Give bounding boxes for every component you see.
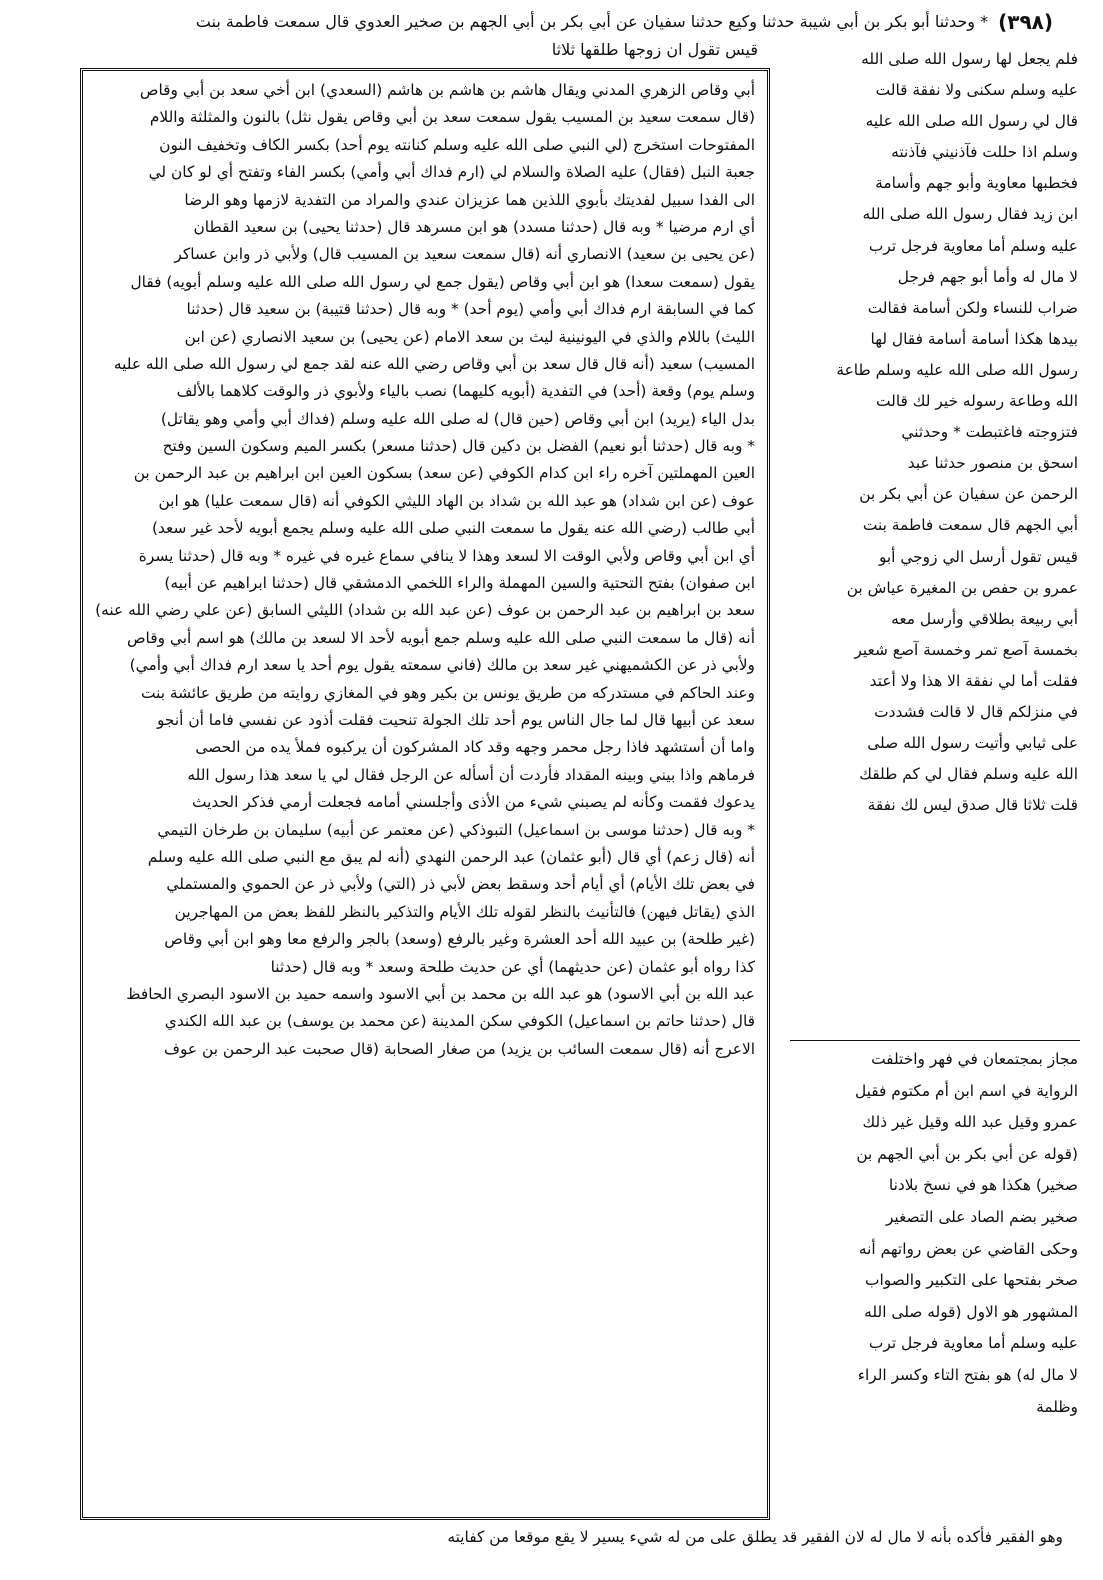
hadith-column: [782, 44, 1078, 1040]
hadith-line: في منزلكم قال لا قالت فشددت: [874, 702, 1078, 721]
commentary-line: الذي (يقاتل فيهن) فالتأنيث بالنظر لقوله تلك الأيام والتذكير بالنظر للفظ بعض من المهاجرين: [174, 902, 755, 921]
commentary-line: في بعض تلك الأيام) أي أيام أحد وسقط بعض لأبي ذر (التي) ولأبي ذر عن الحموي والمستملي: [166, 875, 755, 894]
page-header: [40, 6, 1063, 38]
hadith-line: أبي ربيعة بطلاقي وأرسل معه: [891, 609, 1078, 628]
commentary-line: جعبة النبل (فقال) عليه الصلاة والسلام لي (ارم فداك أبي وأمي) بكسر الفاء وتفتح أي لو كان لي: [148, 163, 755, 182]
commentary-line: وعند الحاكم في مستدركه من طريق يونس بن بكير وهو في المغازي روايته من طريق عائشة بنت: [140, 683, 755, 702]
commentary-line: فرماهم واذا بيني وبينه المقداد فأردت أن أسأله عن الرجل فقال لي يا سعد هذا رسول الله: [187, 765, 755, 784]
hadith-line: فقلت أما لي نفقة الا هذا ولا أعتد: [869, 671, 1078, 690]
commentary-line: * وبه قال (حدثنا أبو نعيم) الفضل بن دكين قال (حدثنا مسعر) بكسر الميم وسكون السين وفتح: [162, 437, 755, 456]
note-line: المشهور هو الاول (قوله صلى الله: [864, 1302, 1078, 1321]
commentary-line: أنه (قال زعم) أي قال (أبو عثمان) عبد الرحمن النهدي (أنه لم يبق مع النبي صلى الله عليه وسلم: [147, 847, 755, 866]
commentary-line: أبي وقاص الزهري المدني ويقال هاشم بن هاشم بن هاشم (السعدي) ابن أخي سعد بن أبي وقاص: [139, 81, 755, 99]
margin-notes: [782, 1044, 1078, 1456]
commentary-line: يدعوك فقمت وكأنه لم يصبني شيء من الأذى وأجلسني أمامه فجعلت أرمي فذكر الحديث: [191, 793, 755, 812]
commentary-line: (قال سمعت سعيد بن المسيب يقول سمعت سعد بن أبي وقاص يقول نثل) بالنون والمثلثة واللام: [149, 108, 755, 127]
hadith-line: قيس تقول أرسل الي زوجي أبو: [878, 547, 1078, 566]
hadith-line: اسحق بن منصور حدثنا عبد: [907, 454, 1078, 473]
commentary-line: يقول (سمعت سعدا) هو ابن أبي وقاص (يقول جمع لي رسول الله صلى الله عليه وسلم أبويه) فقال: [130, 272, 755, 291]
commentary-line: (عن يحيى بن سعيد) الانصاري أنه (قال سمعت سعيد بن المسيب قال) ولأبي ذر وابن عساكر: [174, 245, 755, 264]
hadith-line: لا مال له وأما أبو جهم فرجل: [897, 267, 1078, 286]
commentary-line: (غير طلحة) بن عبيد الله أحد العشرة وغير بالرفع (وسعد) بالجر والرفع معا وهو ابن أبي وقاص: [164, 930, 755, 949]
hadith-line: الرحمن عن سفيان عن أبي بكر بن: [859, 485, 1078, 504]
header-text: * وحدثنا أبو بكر بن أبي شيبة حدثنا وكيع حدثنا سفيان عن أبي بكر بن أبي الجهم بن صخير العدوي قال سمعت فاطمة بنت: [195, 12, 989, 31]
commentary-box: [80, 68, 770, 1520]
page-number: (٣٩٨): [998, 10, 1053, 34]
hadith-line: فخطبها معاوية وأبو جهم وأسامة: [875, 174, 1078, 193]
hadith-line: الله عليه وسلم فقال لي كم طلقك: [859, 765, 1078, 784]
hadith-line: ابن زيد فقال رسول الله صلى الله: [862, 205, 1078, 224]
hadith-line: أبي الجهم قال سمعت فاطمة بنت: [862, 516, 1078, 535]
commentary-line: بدل الياء (يريد) ابن أبي وقاص (حين قال) له صلى الله عليه وسلم (فداك أبي وأمي وهو يقاتل): [160, 409, 755, 428]
commentary-line: كذا رواه أبو عثمان (عن حديثهما) أي عن حديث طلحة وسعد * وبه قال (حدثنا: [270, 957, 755, 976]
commentary-line: واما أن أستشهد فاذا رجل محمر وجهه وقد كاد المشركون أن يركبوه فملأ يده من الحصى: [195, 738, 755, 757]
footer-text: وهو الفقير فأكده بأنه لا مال له لان الفقير قد يطلق على من له شيء يسير لا يقع موقعا من كفايته: [447, 1528, 1063, 1546]
commentary-line: * وبه قال (حدثنا موسى بن اسماعيل) التبوذكي (عن معتمر عن أبيه) سليمان بن طرخان التيمي: [157, 820, 755, 839]
commentary-line: الى الفدا سبيل لفديتك بأبوي اللذين هما عزيزان عندي والمراد من التفدية لازمها وهو الرضا: [184, 190, 755, 209]
commentary-line: سعد بن ابراهيم بن عبد الرحمن بن عوف (عن عبد الله بن شداد) الليثي السابق (عن علي رضي الله عنه): [95, 601, 755, 620]
hadith-line: بيدها هكذا أسامة أسامة فقال لها: [870, 329, 1078, 348]
commentary-line: ابن صفوان) بفتح التحتية والسين المهملة والراء اللخمي الدمشقي قال (حدثنا ابراهيم عن أبيه): [164, 574, 755, 593]
commentary-text: [95, 77, 755, 1063]
commentary-line: عوف (عن ابن شداد) هو عبد الله بن شداد بن الهاد الليثي الكوفي أنه (قال سمعت عليا) هو ابن: [158, 491, 755, 510]
note-line: صخر بفتحها على التكبير والصواب: [865, 1271, 1078, 1290]
commentary-line: وسلم يوم) وقعة (أحد) في التفدية (أبويه كليهما) نصب بالياء ولأبوي ذر والوقت كلاهما بالألف: [176, 382, 755, 401]
hadith-line: عمرو بن حفص بن المغيرة عياش بن: [846, 578, 1078, 597]
note-line: وظلمة: [1036, 1397, 1078, 1416]
hadith-line: على ثيابي وأتيت رسول الله صلى: [867, 734, 1078, 753]
hadith-line: قال لي رسول الله صلى الله عليه: [865, 112, 1078, 131]
commentary-line: قال (حدثنا حاتم بن اسماعيل) الكوفي سكن المدينة (عن محمد بن يوسف) بن عبد الله الكندي: [164, 1012, 755, 1031]
commentary-line: الليث) باللام والذي في اليونينية ليث بن سعد الامام (عن يحيى) بن سعيد الانصاري (عن ابن: [184, 327, 755, 346]
note-line: لا مال له) هو بفتح التاء وكسر الراء: [857, 1365, 1078, 1384]
hadith-line: قلت ثلاثا قال صدق ليس لك نفقة: [867, 796, 1078, 815]
commentary-line: المسيب) سعيد (أنه قال قال سعد بن أبي وقاص رضي الله عنه لقد جمع لي رسول الله صلى الله عليه: [113, 354, 755, 373]
commentary-line: أي ارم مرضيا * وبه قال (حدثنا مسدد) هو ابن مسرهد قال (حدثنا يحيى) بن سعيد القطان: [193, 217, 755, 236]
note-line: عليه وسلم أما معاوية فرجل ترب: [868, 1334, 1078, 1353]
hadith-line: عليه وسلم أما معاوية فرجل ترب: [868, 236, 1078, 255]
header-sub-text: قيس تقول ان زوجها طلقها ثلاثا: [551, 40, 758, 59]
commentary-line: أنه (قال ما سمعت النبي صلى الله عليه وسلم جمع أبويه لأحد الا لسعد بن مالك) هو اسم أبي وقاص: [126, 628, 755, 647]
hadith-line: فلم يجعل لها رسول الله صلى الله: [861, 50, 1078, 68]
note-line: مجاز بمجتمعان في فهر واختلفت: [871, 1050, 1078, 1068]
note-line: الرواية في اسم ابن أم مكتوم فقيل: [854, 1081, 1078, 1100]
commentary-line: أي ابن أبي وقاص ولأبي الوقت الا لسعد وهذا لا ينافي سماع غيره في غيره * وبه قال (حدثنا يسرة: [138, 546, 755, 565]
hadith-line: رسول الله صلى الله عليه وسلم طاعة: [836, 360, 1078, 379]
commentary-line: ولأبي ذر عن الكشميهني غير سعد بن مالك (فاني سمعته يقول يوم أحد يا سعد ارم فداك أبي وأمي): [129, 656, 755, 675]
commentary-line: سعد عن أبيها قال لما جال الناس يوم أحد تلك الجولة تنحيت فقلت أذود عن نفسي فاما أن أنجو: [156, 710, 755, 729]
hadith-line: بخمسة آصع تمر وخمسة آصع شعير: [854, 640, 1078, 659]
note-line: وحكى القاضي عن بعض رواتهم أنه: [858, 1239, 1078, 1258]
hadith-line: فتزوجته فاغتبطت * وحدثني: [901, 423, 1078, 442]
hadith-line: عليه وسلم سكنى ولا نفقة قالت: [875, 81, 1078, 100]
hadith-line: الله وطاعة رسوله خير لك قالت: [876, 392, 1078, 411]
note-line: (قوله عن أبي بكر بن أبي الجهم بن: [856, 1144, 1078, 1163]
hadith-line: وسلم اذا حللت فآذنيني فآذنته: [891, 143, 1078, 162]
note-line: صخير) هكذا هو في نسخ بلادنا: [888, 1176, 1078, 1195]
hadith-line: ضراب للنساء ولكن أسامة فقالت: [867, 298, 1078, 317]
commentary-line: المفتوحات استخرج (لي النبي صلى الله عليه وسلم كنانته يوم أحد) بكسر الكاف وتخفيف النون: [159, 135, 755, 154]
commentary-line: العين المهملتين آخره راء ابن كدام الكوفي (عن سعد) بسكون العين ابن ابراهيم بن عبد الرحمن بن: [133, 464, 755, 483]
note-line: صخير بضم الصاد على التصغير: [885, 1207, 1078, 1226]
commentary-line: عبد الله بن أبي الاسود) هو عبد الله بن محمد بن أبي الاسود واسمه حميد بن الاسود البصري الحافظ: [126, 984, 755, 1003]
commentary-line: الاعرج أنه (قال سمعت السائب بن يزيد) من صغار الصحابة (قال صحبت عبد الرحمن بن عوف: [164, 1039, 755, 1058]
note-line: عمرو وقيل عبد الله وقيل غير ذلك: [862, 1113, 1078, 1132]
column-divider: [790, 1040, 1080, 1041]
commentary-line: أبي طالب (رضي الله عنه يقول ما سمعت النبي صلى الله عليه وسلم يجمع أبويه لأحد غير سعد): [151, 519, 755, 538]
commentary-line: كما في السابقة ارم فداك أبي وأمي (يوم أحد) * وبه قال (حدثنا قتيبة) بن سعيد قال (حدثنا: [186, 300, 755, 319]
